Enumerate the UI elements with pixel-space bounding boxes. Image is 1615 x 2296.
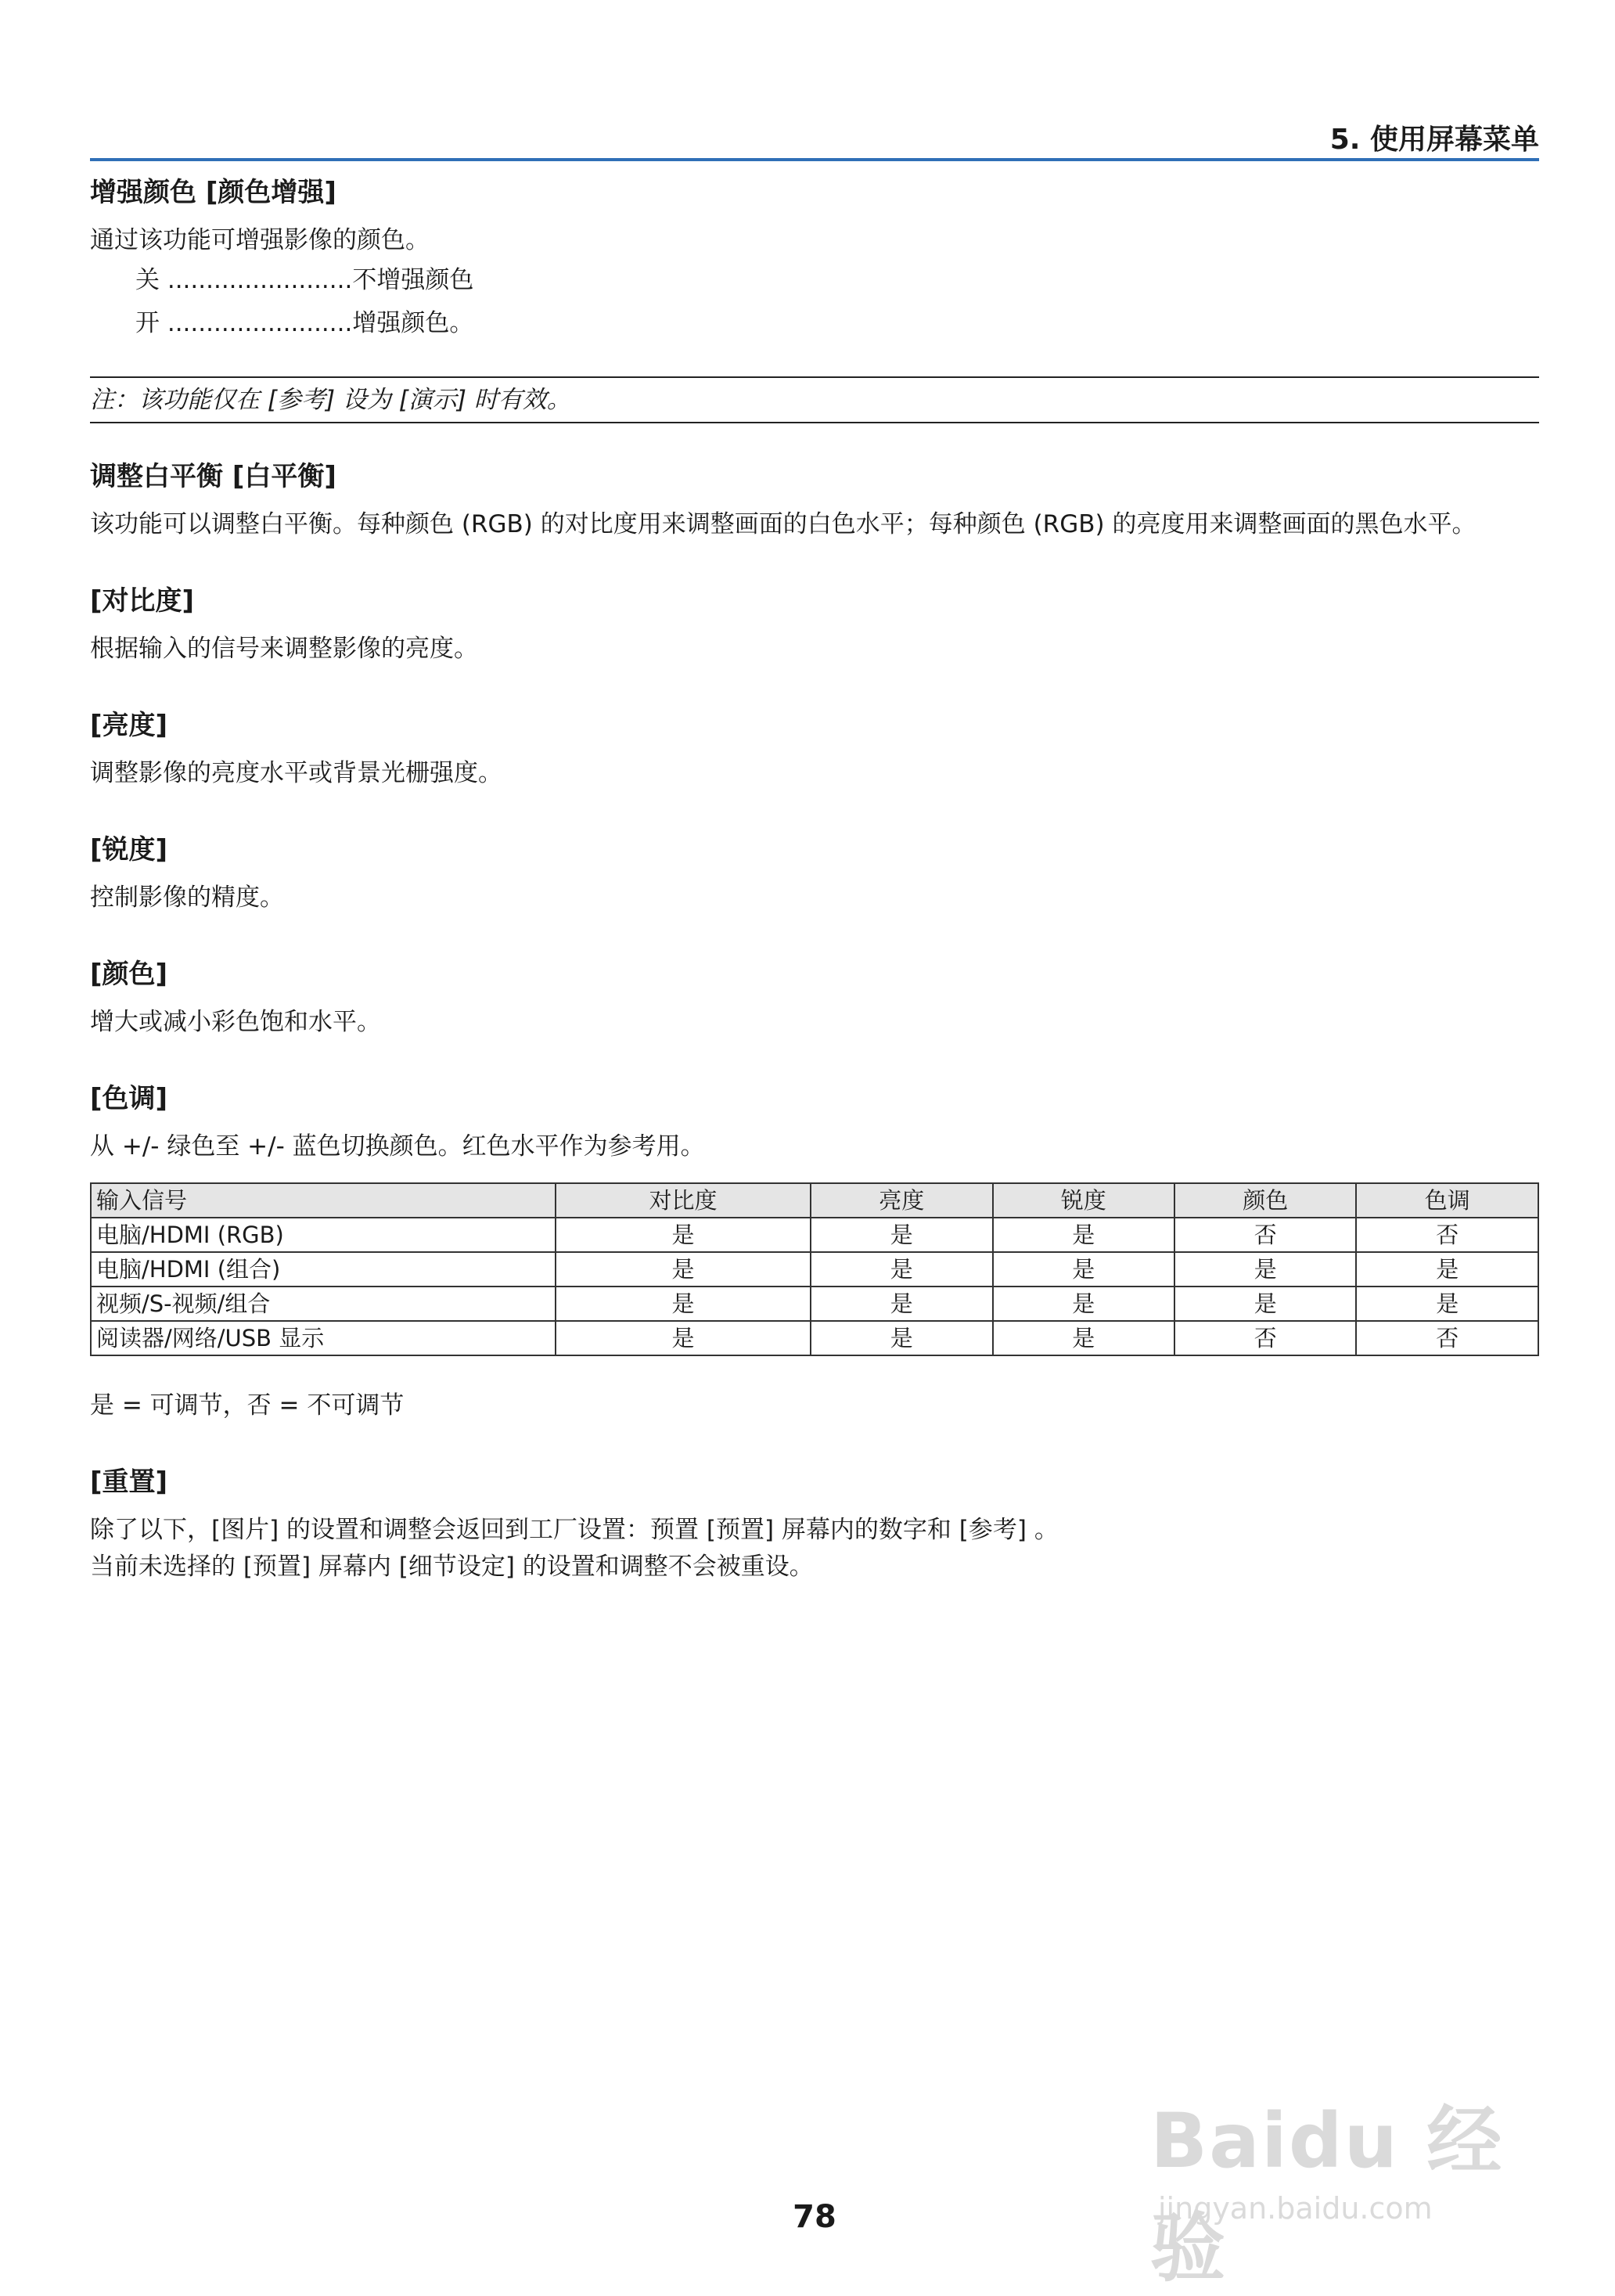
table-cell: 是 (993, 1252, 1174, 1287)
table-header-cell: 亮度 (811, 1183, 992, 1218)
brightness-section (90, 707, 1539, 792)
table-cell: 是 (556, 1287, 811, 1321)
table-cell: 是 (556, 1218, 811, 1252)
sharpness-section (90, 831, 1539, 916)
reset-section (90, 1463, 1539, 1585)
table-header-row (91, 1183, 1538, 1218)
table-legend: 是 = 可调节，否 = 不可调节 (90, 1391, 405, 1420)
contrast-heading: [对比度] (90, 585, 195, 617)
enhance-option-on: 开 ........................增强颜色。 (135, 309, 474, 337)
table-cell: 是 (811, 1252, 992, 1287)
chapter-title: 5. 使用屏幕菜单 (1329, 124, 1539, 156)
table-cell: 是 (1356, 1252, 1538, 1287)
enhance-option-off: 关 ........................不增强颜色 (135, 266, 474, 294)
color-section (90, 955, 1539, 1041)
baidu-watermark (1150, 2050, 1526, 2292)
reset-line: 当前未选择的 [预置] 屏幕内 [细节设定] 的设置和调整不会被重设。 (90, 1553, 814, 1581)
manual-page (90, 0, 1539, 2280)
table-cell: 是 (993, 1321, 1174, 1355)
table-header-cell: 色调 (1356, 1183, 1538, 1218)
white-balance-desc: 该功能可以调整白平衡。每种颜色 (RGB) 的对比度用来调整画面的白色水平；每种颜色 (RGB) 的亮度用来调整画面的黑色水平。 (90, 510, 1477, 538)
table-header-cell: 输入信号 (91, 1183, 556, 1218)
table-cell: 是 (811, 1321, 992, 1355)
table-cell: 是 (811, 1218, 992, 1252)
hue-heading: [色调] (90, 1083, 168, 1114)
note: 注：该功能仅在 [参考] 设为 [演示] 时有效。 (90, 376, 1539, 423)
table-cell: 否 (1174, 1218, 1356, 1252)
table-cell: 视频/S-视频/组合 (91, 1287, 556, 1321)
table-cell: 否 (1356, 1218, 1538, 1252)
contrast-desc: 根据输入的信号来调整影像的亮度。 (90, 635, 478, 663)
watermark-logo: Baidu 经验 (1150, 2097, 1504, 2292)
reset-line: 除了以下，[图片] 的设置和调整会返回到工厂设置：预置 [预置] 屏幕内的数字和 [参考] 。 (90, 1516, 1059, 1544)
table-cell: 否 (1356, 1321, 1538, 1355)
table-row (91, 1287, 1538, 1321)
table-header-cell: 颜色 (1174, 1183, 1356, 1218)
sharpness-desc: 控制影像的精度。 (90, 883, 284, 912)
table-header-cell: 对比度 (556, 1183, 811, 1218)
brightness-desc: 调整影像的亮度水平或背景光栅强度。 (90, 759, 502, 787)
white-balance-section (90, 458, 1539, 543)
table-cell: 是 (1174, 1252, 1356, 1287)
table-cell: 是 (993, 1287, 1174, 1321)
table-cell: 阅读器/网络/USB 显示 (91, 1321, 556, 1355)
signal-table (90, 1182, 1539, 1356)
table-cell: 是 (556, 1252, 811, 1287)
table-cell: 电脑/HDMI (组合) (91, 1252, 556, 1287)
hue-desc: 从 +/- 绿色至 +/- 蓝色切换颜色。红色水平作为参考用。 (90, 1132, 705, 1161)
contrast-section (90, 582, 1539, 668)
sharpness-heading: [锐度] (90, 834, 168, 865)
table-cell: 是 (556, 1321, 811, 1355)
white-balance-heading: 调整白平衡 [白平衡] (90, 461, 336, 492)
color-desc: 增大或减小彩色饱和水平。 (90, 1008, 381, 1036)
table-cell: 是 (811, 1287, 992, 1321)
enhance-section (90, 174, 1539, 345)
table-cell: 是 (993, 1218, 1174, 1252)
watermark-url: jingyan.baidu.com (1158, 2191, 1433, 2226)
table-cell: 是 (1356, 1287, 1538, 1321)
hue-section (90, 1080, 1539, 1165)
page-content (90, 174, 1539, 1625)
table-row (91, 1252, 1538, 1287)
page-number: 78 (793, 2199, 836, 2235)
table-cell: 是 (1174, 1287, 1356, 1321)
table-cell: 否 (1174, 1321, 1356, 1355)
reset-heading: [重置] (90, 1466, 168, 1498)
color-heading: [颜色] (90, 959, 168, 990)
table-row (91, 1321, 1538, 1355)
enhance-heading: 增强颜色 [颜色增强] (90, 177, 336, 208)
table-cell: 电脑/HDMI (RGB) (91, 1218, 556, 1252)
brightness-heading: [亮度] (90, 710, 168, 741)
table-header-cell: 锐度 (993, 1183, 1174, 1218)
table-row (91, 1218, 1538, 1252)
enhance-desc: 通过该功能可增强影像的颜色。 (90, 226, 430, 254)
header-rule (90, 158, 1539, 161)
